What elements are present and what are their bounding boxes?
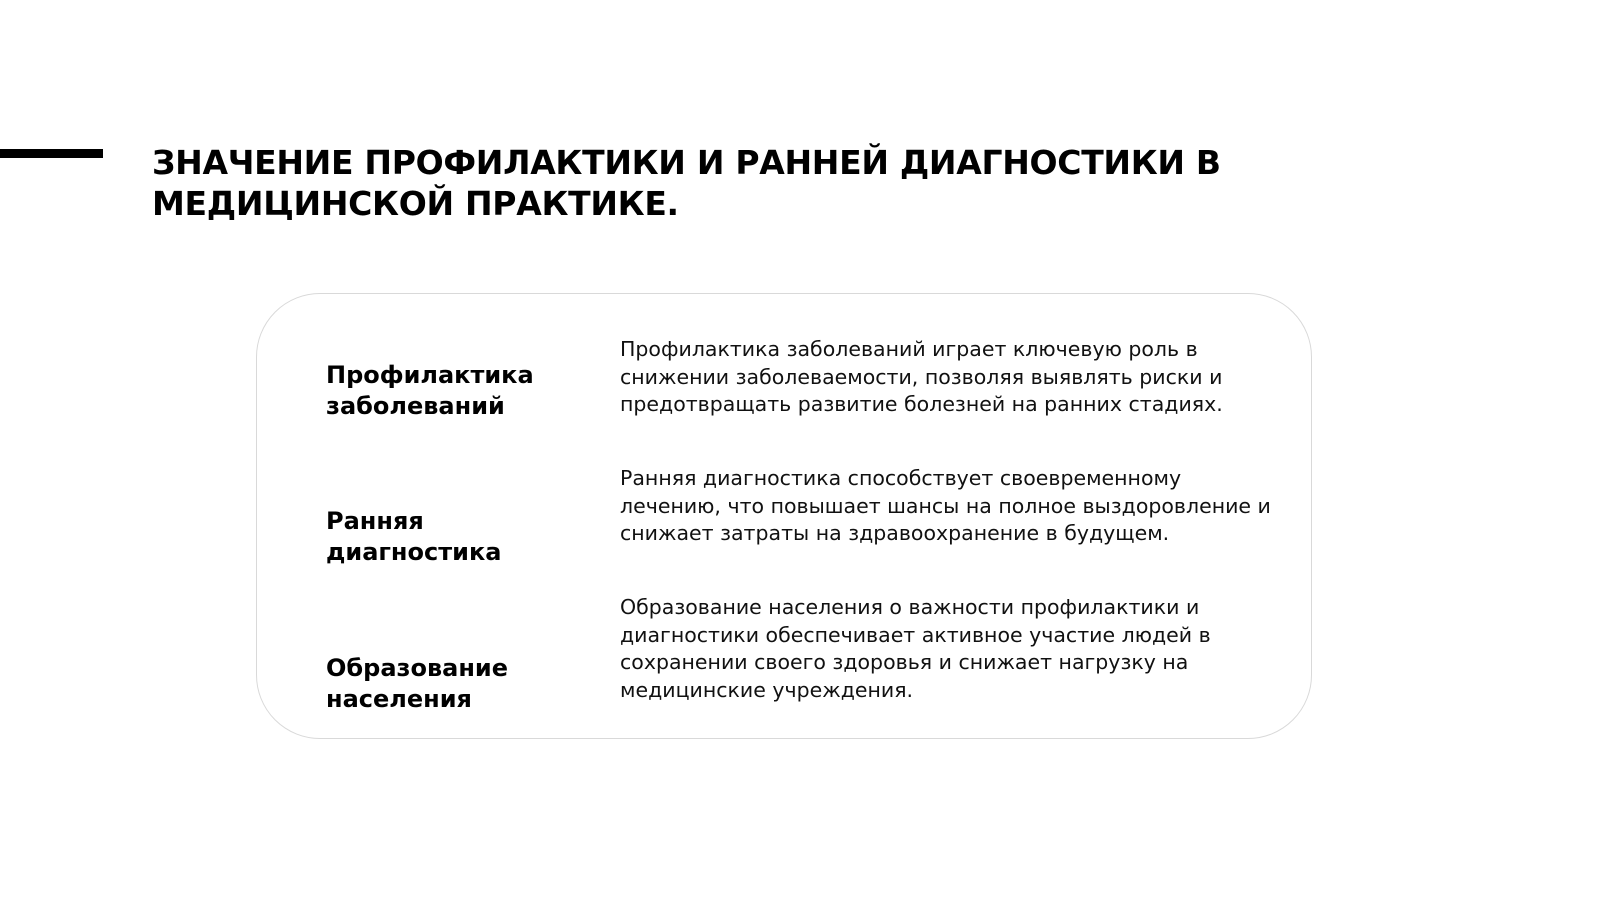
- row-text-disease-prevention: Профилактика заболеваний играет ключевую роль в снижении заболеваемости, позволяя выявлять риски и предотвращать развитие болезней на ранних стадиях.: [620, 337, 1223, 416]
- row-label-public-education: Образование населения: [326, 654, 509, 713]
- row-text-public-education: Образование населения о важности профилактики и диагностики обеспечивает активное участие людей в сохранении своего здоровья и снижает нагрузку на медицинские учреждения.: [620, 595, 1211, 702]
- row-label-disease-prevention: Профилактика заболеваний: [326, 361, 534, 420]
- title-accent-bar: [0, 149, 103, 158]
- slide-title: ЗНАЧЕНИЕ ПРОФИЛАКТИКИ И РАННЕЙ ДИАГНОСТИКИ В МЕДИЦИНСКОЙ ПРАКТИКЕ.: [152, 143, 1221, 223]
- row-label-early-diagnostics: Ранняя диагностика: [326, 507, 502, 566]
- content-card: [256, 293, 1312, 739]
- row-text-early-diagnostics: Ранняя диагностика способствует своевременному лечению, что повышает шансы на полное выздоровление и снижает затраты на здравоохранение в будущем.: [620, 466, 1271, 545]
